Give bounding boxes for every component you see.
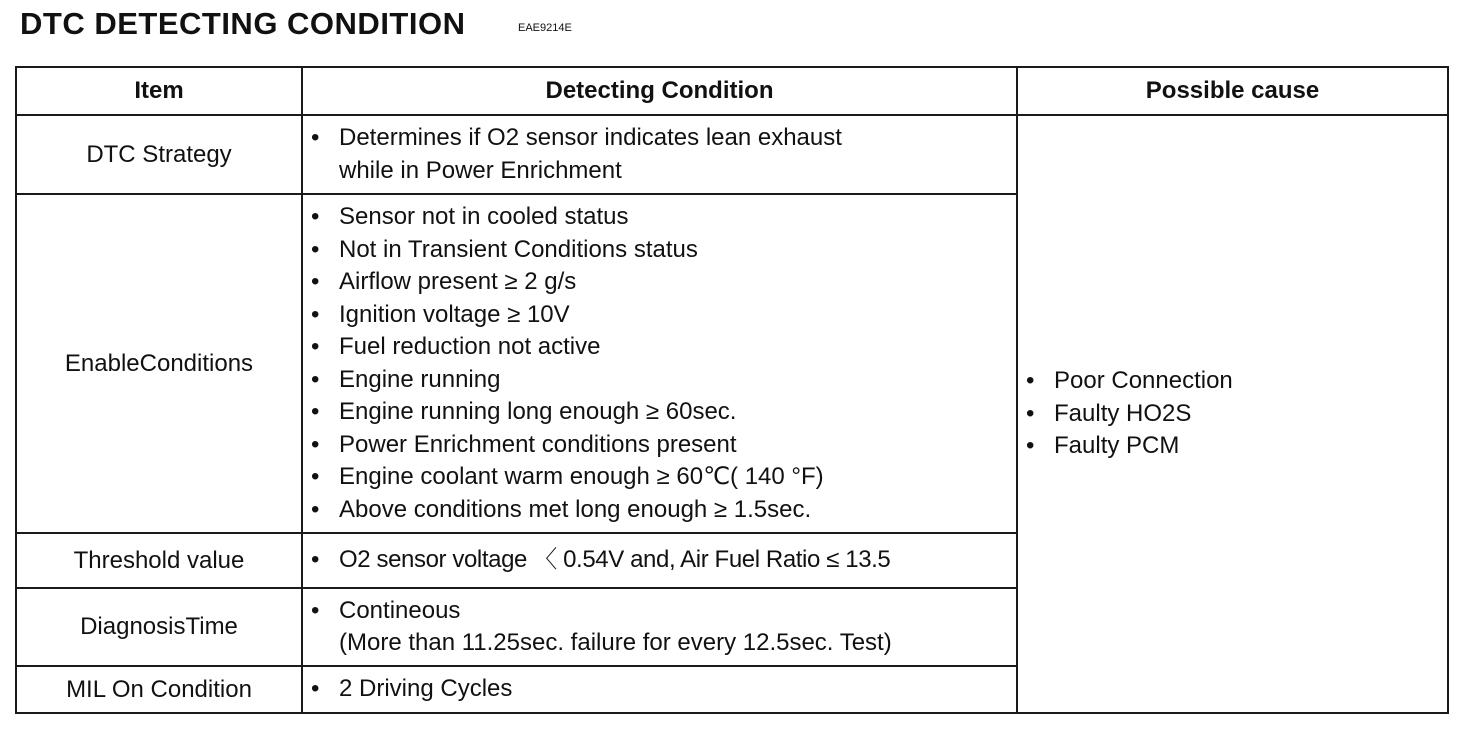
condition-continuation: (More than 11.25sec. failure for every 12.5sec. Test)	[339, 629, 892, 656]
column-header-possible-cause: Possible cause	[1017, 67, 1448, 115]
column-header-detecting-condition: Detecting Condition	[302, 67, 1017, 115]
condition-item	[303, 595, 1016, 660]
condition-cell-threshold-value	[302, 533, 1017, 588]
condition-list	[303, 595, 1016, 660]
item-cell-threshold-value: Threshold value	[16, 533, 302, 588]
condition-item: • Ignition voltage ≥ 10V	[303, 299, 1016, 332]
condition-list	[303, 122, 1016, 187]
table-row	[16, 115, 1448, 194]
document-code: EAE9214E	[518, 22, 572, 34]
possible-cause-item: • Faulty HO2S	[1018, 398, 1447, 431]
condition-list	[303, 544, 1016, 577]
condition-text: Contineous	[339, 596, 461, 624]
condition-continuation: while in Power Enrichment	[339, 156, 622, 184]
condition-item: • 2 Driving Cycles	[303, 673, 1016, 706]
condition-item: • Not in Transient Conditions status	[303, 234, 1016, 267]
column-header-item: Item	[16, 67, 302, 115]
condition-list	[303, 201, 1016, 526]
possible-cause-list	[1018, 365, 1447, 463]
condition-item: • O2 sensor voltage 〈 0.54V and, Air Fuel Ratio ≤ 13.5	[303, 544, 1016, 577]
possible-cause-cell	[1017, 115, 1448, 713]
condition-list	[303, 673, 1016, 706]
item-cell-mil-on-condition: MIL On Condition	[16, 666, 302, 713]
condition-cell-diagnosis-time	[302, 588, 1017, 666]
condition-item: • Sensor not in cooled status	[303, 201, 1016, 234]
table-header-row	[16, 67, 1448, 115]
condition-cell-mil-on-condition	[302, 666, 1017, 713]
page-title: DTC DETECTING CONDITION	[20, 6, 466, 41]
condition-item: • Engine running long enough ≥ 60sec.	[303, 396, 1016, 429]
condition-item: • Fuel reduction not active	[303, 331, 1016, 364]
item-cell-diagnosis-time: DiagnosisTime	[16, 588, 302, 666]
condition-item: • Engine coolant warm enough ≥ 60℃( 140 °F)	[303, 461, 1016, 494]
item-cell-dtc-strategy: DTC Strategy	[16, 115, 302, 194]
condition-cell-dtc-strategy	[302, 115, 1017, 194]
condition-item: • Above conditions met long enough ≥ 1.5sec.	[303, 494, 1016, 527]
condition-item: • Power Enrichment conditions present	[303, 429, 1016, 462]
condition-text: Determines if O2 sensor indicates lean exhaust	[339, 124, 842, 151]
condition-item	[303, 122, 1016, 187]
dtc-condition-table	[15, 66, 1449, 714]
condition-item: • Airflow present ≥ 2 g/s	[303, 266, 1016, 299]
possible-cause-item: • Faulty PCM	[1018, 430, 1447, 463]
item-cell-enable-conditions: EnableConditions	[16, 194, 302, 533]
condition-item: • Engine running	[303, 364, 1016, 397]
condition-cell-enable-conditions	[302, 194, 1017, 533]
possible-cause-item: • Poor Connection	[1018, 365, 1447, 398]
